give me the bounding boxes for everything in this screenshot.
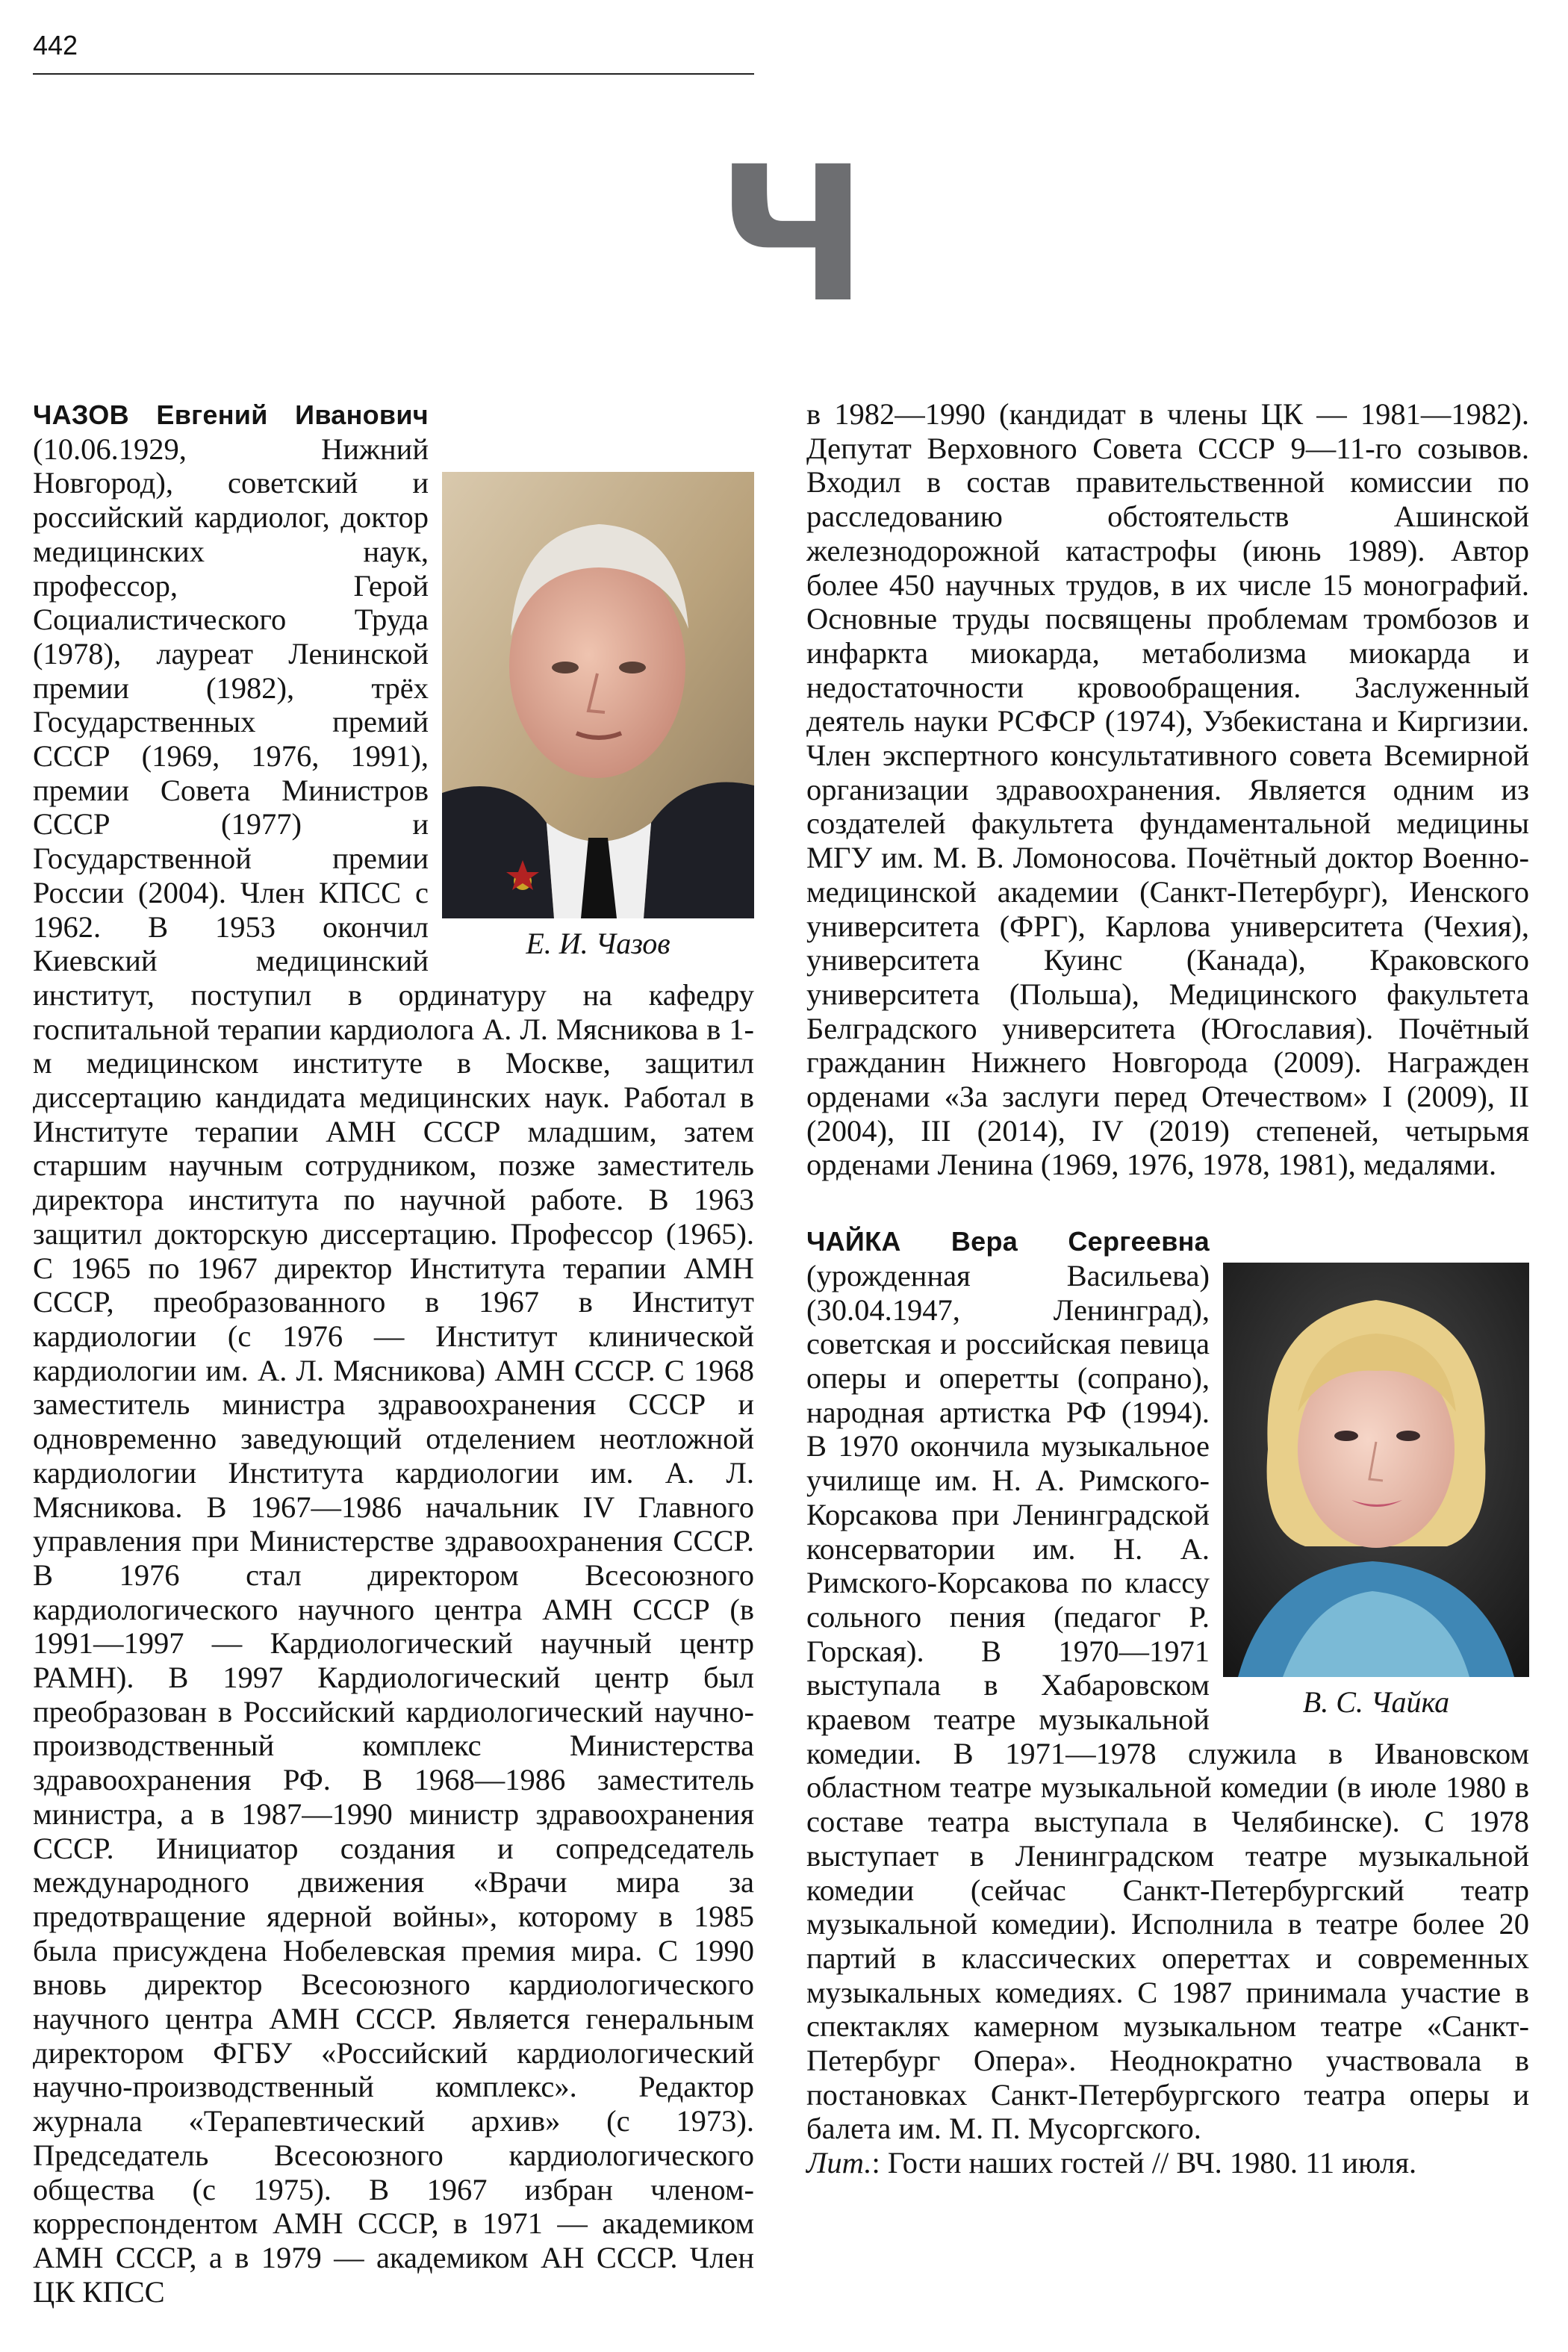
entry-chazov — [33, 397, 754, 2309]
chazov-photo-caption: Е. И. Чазов — [526, 927, 671, 960]
chaika-literature — [806, 2146, 1529, 2180]
chaika-name: ЧАЙКА Вера Сергеевна — [806, 1226, 1210, 1257]
literature-label: Лит. — [806, 2146, 872, 2180]
chazov-name: ЧАЗОВ Евгений Иванович — [33, 399, 429, 430]
chaika-photo-caption: В. С. Чайка — [1302, 1685, 1450, 1720]
chazov-body: (10.06.1929, Нижний Новгород), советский и российский кардиолог, доктор медицинских наук, профессор, Герой Социалистического Труда (1978), лауреат Ленинской премии (1982), трёх Государственных премий СССР (1969, 1976, 1991), премии Совета Министров СССР (1977) и Государственной премии России (2004). Член КПСС с 1962. В 1953 окончил Киевский медицинский институт, поступил в ординатуру на кафедру госпитальной терапии кардиолога А. Л. Мясникова в 1-м медицинском институте в Москве, защитил диссертацию кандидата медицинских наук. Работал в Институте терапии АМН СССР младшим, затем старшим научным сотрудником, позже заместитель директора института по научной работе. В 1963 защитил докторскую диссертацию. Профессор (1965). С 1965 по 1967 директор Института терапии АМН СССР, преобразованного в 1967 в Институт кардиологии (с 1976 — Институт клинической кардиологии им. А. Л. Мясникова) АМН СССР. С 1968 заместитель министра здравоохранения СССР и одновременно заведующий отделением неотложной кардиологии Института кардиологии им. А. Л. Мясникова. В 1967—1986 начальник IV Главного управления при Министерстве здравоохранения СССР. В 1976 стал директором Всесоюзного кардиологического научного центра АМН СССР (в 1991—1997 — Кардиологический научный центр РАМН). В 1997 Кардиологический центр был преобразован в Российский кардиологический научно-производственный комплекс Министерства здравоохранения РФ. В 1968—1986 заместитель министра, а в 1987—1990 министр здравоохранения СССР. Инициатор создания и сопредседатель международного движения «Врачи мира за предотвращение ядерной войны», которому в 1985 была присуждена Нобелевская премия мира. С 1990 вновь директор Всесоюзного кардиологического научного центра АМН СССР. Является генеральным директором ФГБУ «Российский кардиологический научно-производственный комплекс». Редактор журнала «Терапевтический архив» (с 1973). Председатель Всесоюзного кардиологического общества (с 1975). В 1967 избран членом-корреспондентом АМН СССР, в 1971 — академиком АМН СССР, а в 1979 — академиком АН СССР. Член ЦК КПСС — [33, 432, 754, 2309]
right-column — [806, 397, 1529, 2180]
chaika-body: (урожденная Васильева) (30.04.1947, Ленинград), советская и российская певица оперы и оперетты (сопрано), народная артистка РФ (1994). В 1970 окончила музыкальное училище им. Н. А. Римского-Корсакова при Ленинградской консерватории им. Н. А. Римского-Корсакова по классу сольного пения (педагог Р. Горская). В 1970—1971 выступала в Хабаровском краевом театре музыкальной комедии. В 1971—1978 служила в Ивановском областном театре музыкальной комедии (в июле 1980 в составе театра выступала в Челябинске). С 1978 выступает в Ленинградском театре музыкальной комедии (сейчас Санкт-Петербургский театр музыкальной комедии). Исполнила в театре более 20 партий в классических опереттах и современных музыкальных комедиях. С 1987 принимала участие в спектаклях камерном музыкальном театре «Санкт-Петербург Опера». Неоднократно участвовала в постановках Санкт-Петербургского театра оперы и балета им. М. П. Мусоргского. — [806, 1258, 1529, 2146]
chazov-portrait — [442, 472, 754, 918]
chazov-figure — [442, 472, 754, 960]
header-rule — [33, 73, 754, 75]
chaika-figure — [1223, 1263, 1529, 1719]
section-letter: Ч — [717, 126, 868, 343]
left-column — [33, 397, 754, 2309]
page-number: 442 — [33, 30, 78, 60]
entry-chazov-continued — [806, 397, 1529, 1182]
literature-text: : Гости наших гостей // ВЧ. 1980. 11 июля. — [871, 2146, 1417, 2180]
chaika-portrait — [1223, 1263, 1529, 1677]
entry-chaika — [806, 1224, 1529, 2180]
chazov-text-continued: в 1982—1990 (кандидат в члены ЦК — 1981—1982). Депутат Верховного Совета СССР 9—11-го созывов. Входил в состав правительственной комиссии по расследованию обстоятельств Ашинской железнодорожной катастрофы (июнь 1989). Автор более 450 научных трудов, в их числе 15 монографий. Основные труды посвящены проблемам тромбозов и инфаркта миокарда, метаболизма миокарда и недостаточности кровообращения. Заслуженный деятель науки РСФСР (1974), Узбекистана и Киргизии. Член экспертного консультативного совета Всемирной организации здравоохранения. Является одним из создателей факультета фундаментальной медицины МГУ им. М. В. Ломоносова. Почётный доктор Военно-медицинской академии (Санкт-Петербург), Иенского университета (ФРГ), Карлова университета (Чехия), университета Куинс (Канада), Краковского университета (Польша), Медицинского факультета Белградского университета (Югославия). Почётный гражданин Нижнего Новгорода (2009). Награжден орденами «За заслуги перед Отечеством» I (2009), II (2004), III (2014), IV (2019) степеней, четырьмя орденами Ленина (1969, 1976, 1978, 1981), медалями. — [806, 397, 1529, 1182]
